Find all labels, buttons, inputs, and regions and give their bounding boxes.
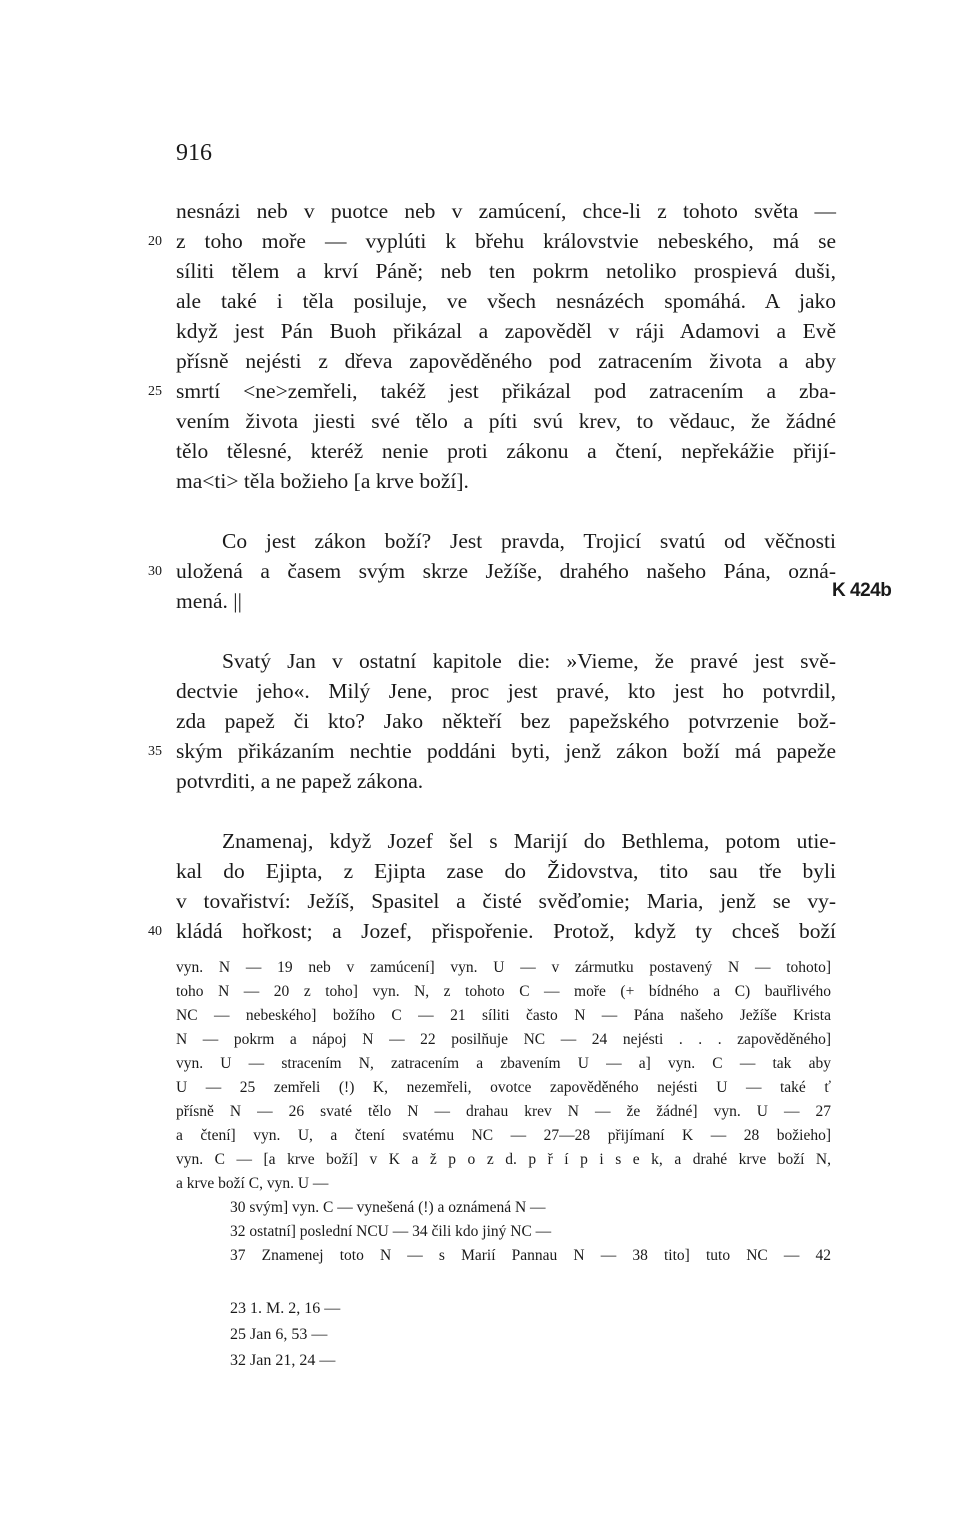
paragraph-gap (176, 616, 836, 646)
text-line: když jest Pán Buoh přikázal a zapověděl v ráji Adamovi a Evě (176, 319, 836, 343)
source-reference: 25 Jan 6, 53 — (230, 1326, 328, 1343)
page-number: 916 (176, 140, 212, 166)
text-line: nesnázi neb v puotce neb v zamúcení, chce-li z tohoto světa — (176, 199, 836, 223)
text-line: potvrditi, a ne papež zákona. (176, 769, 424, 793)
text-line: ma<ti> těla božieho [a krve boží]. (176, 469, 469, 493)
source-reference: 32 Jan 21, 24 — (230, 1352, 336, 1369)
source-references (230, 1296, 340, 1374)
text-line: kládá hořkost; a Jozef, přispořenie. Protož, když ty chceš boží 40 (176, 916, 836, 946)
line-number: 25 (148, 384, 162, 399)
margin-reference: K 424b (832, 580, 892, 601)
text-line: smrtí <ne>zemřeli, takéž jest přikázal pod zatracením a zba- 25 (176, 376, 836, 406)
text-line: tělo tělesné, kteréž nenie proti zákonu a čtení, nepřekážie přijí- (176, 439, 836, 463)
text-line: dectvie jeho«. Milý Jene, proc jest pravé, kto jest ho potvrdil, (176, 679, 836, 703)
apparatus-line: vyn. U — stracením N, zatracením a zbavením U — a] vyn. C — tak aby (176, 1055, 831, 1072)
text-line: Co jest zákon boží? Jest pravda, Trojicí svatú od věčnosti (222, 529, 836, 553)
text-line: uložená a časem svým skrze Ježíše, drahého našeho Pána, ozná- 30 (176, 556, 836, 586)
apparatus-line: 32 ostatní] poslední NCU — 34 čili kdo jiný NC — (230, 1223, 552, 1240)
text-line: z toho moře — vyplúti k břehu královstvie nebeského, má se 20 (176, 226, 836, 256)
line-number: 35 (148, 744, 162, 759)
text-line: síliti tělem a krví Páně; neb ten pokrm netoliko prospievá duši, (176, 259, 836, 283)
apparatus-line: N — pokrm a nápoj N — 22 posilňuje NC — 24 nejésti . . . zapověděného] (176, 1031, 831, 1048)
line-number: 40 (148, 924, 162, 939)
apparatus-line: 30 svým] vyn. C — vynešená (!) a oznámená N — (230, 1199, 546, 1216)
apparatus-line: toho N — 20 z toho] vyn. N, z tohoto C — moře (+ bídného a C) bauřlivého (176, 983, 831, 1000)
text-line: Svatý Jan v ostatní kapitole die: »Vieme, že pravé jest svě- (222, 649, 836, 673)
text-line: v tovařiství: Ježíš, Spasitel a čisté svěďomie; Maria, jenž se vy- (176, 889, 836, 913)
apparatus-line: U — 25 zemřeli (!) K, nezemřeli, ovotce zapověděného nejésti U — také ť (176, 1079, 831, 1096)
text-line: ským přikázaním nechtie poddáni byti, jenž zákon boží má papeže 35 (176, 736, 836, 766)
text-line: zda papež či kto? Jako někteří bez papežského potvrzenie bož- (176, 709, 836, 733)
text-line: mená. || (176, 589, 242, 613)
apparatus-line: přísně N — 26 svaté tělo N — drahau krev N — že žádné] vyn. U — 27 (176, 1103, 831, 1120)
apparatus-line: a krve boží C, vyn. U — (176, 1175, 329, 1192)
text-line: Znamenaj, když Jozef šel s Marijí do Bethlema, potom utie- (222, 829, 836, 853)
apparatus-line: NC — nebeského] božího C — 21 síliti často N — Pána našeho Ježíše Krista (176, 1007, 831, 1024)
apparatus-line: a čtení] vyn. U, a čtení svatému NC — 27—28 přijímaní K — 28 božieho] (176, 1127, 831, 1144)
main-text (148, 196, 836, 946)
source-reference: 23 1. M. 2, 16 — (230, 1300, 341, 1317)
apparatus-line: 37 Znamenej toto N — s Marií Pannau N — 38 tito] tuto NC — 42 (230, 1247, 831, 1264)
apparatus-line: vyn. C — [a krve boží] v K a ž p o z d. p ř í p i s e k, a drahé krve boží N, (176, 1151, 831, 1168)
line-number: 30 (148, 564, 162, 579)
text-line: kal do Ejipta, z Ejipta zase do Židovstva, tito sau tře byli (176, 859, 836, 883)
line-number: 20 (148, 234, 162, 249)
apparatus-line: vyn. N — 19 neb v zamúcení] vyn. U — v zármutku postavený N — tohoto] (176, 959, 831, 976)
text-line: vením života jiesti své tělo a píti svú krev, to vědauc, že žádné (176, 409, 836, 433)
text-line: přísně nejésti z dřeva zapověděného pod zatracením života a aby (176, 349, 836, 373)
critical-apparatus (176, 956, 831, 1268)
text-line: ale také i těla posiluje, ve všech nesnázéch spomáhá. A jako (176, 289, 836, 313)
paragraph-gap (176, 796, 836, 826)
paragraph-gap (176, 496, 836, 526)
